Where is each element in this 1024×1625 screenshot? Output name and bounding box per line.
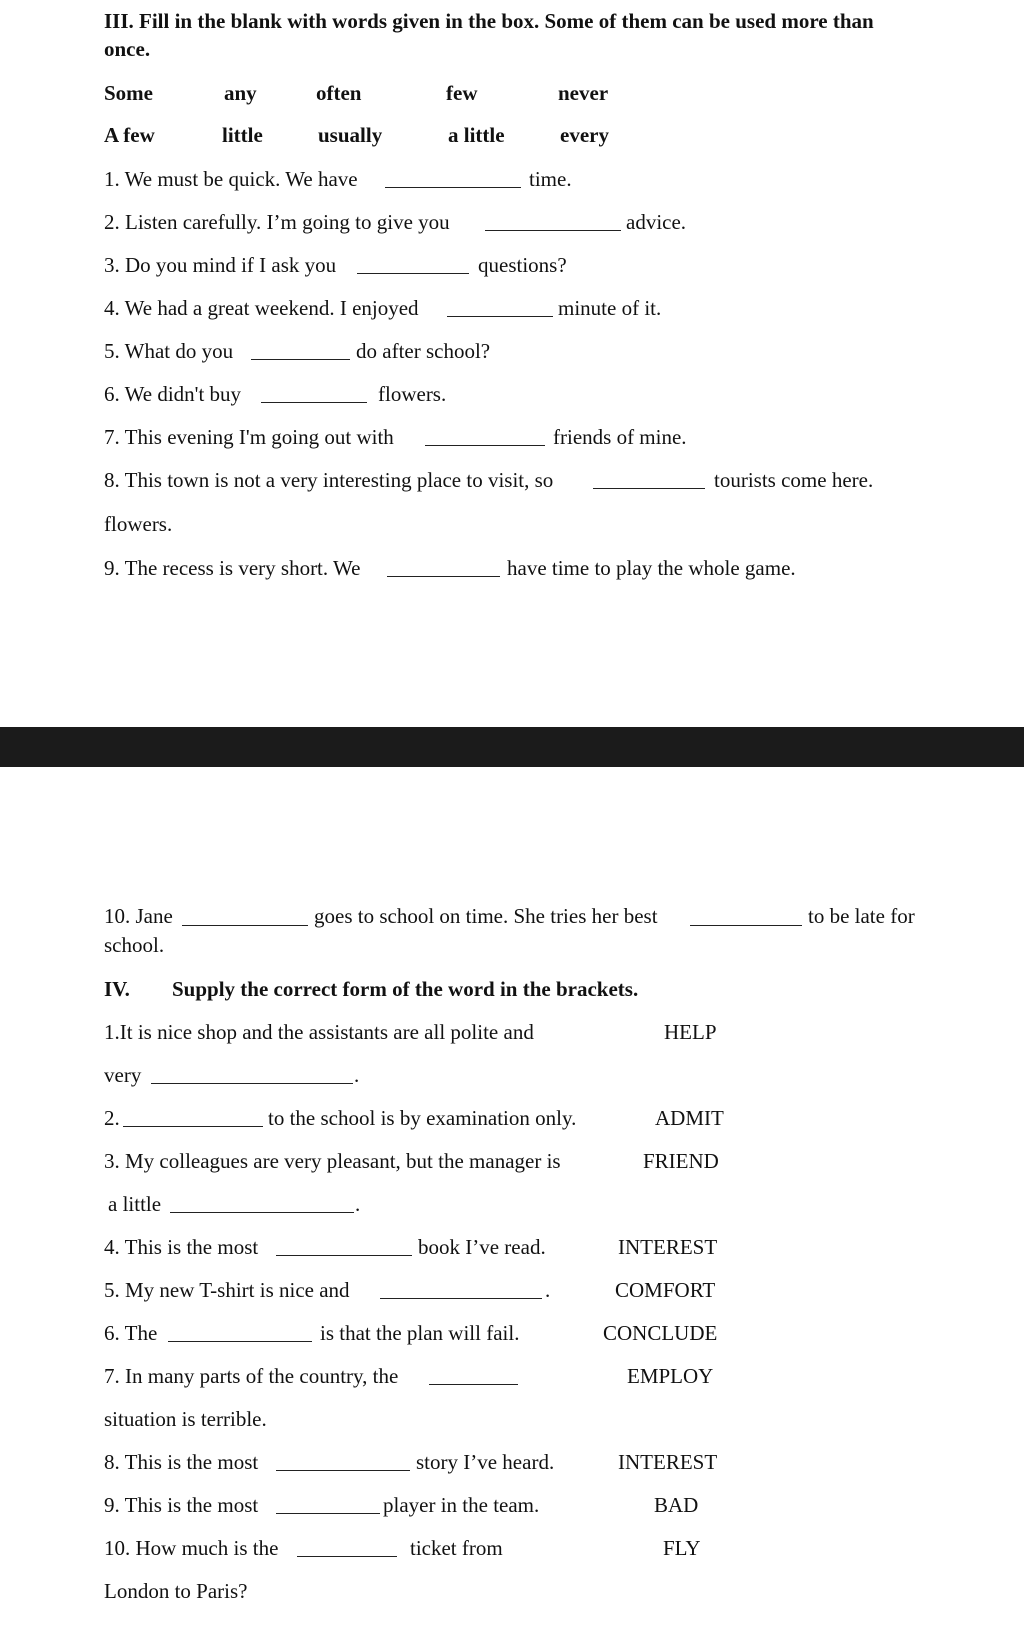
answer-blank[interactable] xyxy=(251,359,350,360)
exercise-3-item-2-text: 2. Listen carefully. I’m going to give you xyxy=(104,210,450,234)
word-box-item: often xyxy=(316,81,362,105)
answer-blank[interactable] xyxy=(485,230,621,231)
word-box-item: few xyxy=(446,81,478,105)
section-3-heading-line1: III. Fill in the blank with words given in the box. Some of them can be used more than xyxy=(104,9,874,33)
exercise-3-item-4-end: minute of it. xyxy=(558,296,662,320)
word-box-item: never xyxy=(558,81,609,105)
exercise-4-word-comfort: COMFORT xyxy=(615,1278,716,1302)
exercise-4-word-conclude: CONCLUDE xyxy=(603,1321,718,1345)
answer-blank[interactable] xyxy=(297,1556,397,1557)
answer-blank[interactable] xyxy=(276,1513,380,1514)
exercise-3-item-6-end: flowers. xyxy=(378,382,447,406)
exercise-3-item-1-end: time. xyxy=(529,167,572,191)
exercise-4-item-2-text: to the school is by examination only. xyxy=(268,1106,577,1130)
section-3-heading-line2: once. xyxy=(104,37,151,61)
answer-blank[interactable] xyxy=(357,273,469,274)
exercise-4-item-9-end: player in the team. xyxy=(383,1493,540,1517)
answer-blank[interactable] xyxy=(168,1341,312,1342)
answer-blank[interactable] xyxy=(447,316,553,317)
section-4-heading: Supply the correct form of the word in the brackets. xyxy=(172,977,639,1001)
word-box-item: A few xyxy=(104,123,155,147)
exercise-3-item-9-end: have time to play the whole game. xyxy=(507,556,796,580)
answer-blank[interactable] xyxy=(151,1083,353,1084)
period: . xyxy=(545,1278,551,1302)
exercise-4-word-interest: INTEREST xyxy=(618,1235,718,1259)
exercise-3-item-3-end: questions? xyxy=(478,253,567,277)
exercise-4-item-1-text: 1.It is nice shop and the assistants are all polite and xyxy=(104,1020,534,1044)
exercise-4-item-7-text: 7. In many parts of the country, the xyxy=(104,1364,399,1388)
answer-blank[interactable] xyxy=(593,488,705,489)
exercise-3-item-5-text: 5. What do you xyxy=(104,339,234,363)
exercise-3-item-8-text: 8. This town is not a very interesting place to visit, so xyxy=(104,468,554,492)
exercise-4-word-admit: ADMIT xyxy=(655,1106,724,1130)
exercise-4-word-interest: INTEREST xyxy=(618,1450,718,1474)
exercise-3-item-7-text: 7. This evening I'm going out with xyxy=(104,425,394,449)
exercise-4-item-1-continued: very xyxy=(104,1063,142,1087)
exercise-4-item-4-text: 4. This is the most xyxy=(104,1235,259,1259)
section-4-heading-number: IV. xyxy=(104,977,130,1001)
word-box-item: little xyxy=(222,123,263,147)
exercise-4-item-5-text: 5. My new T-shirt is nice and xyxy=(104,1278,350,1302)
answer-blank[interactable] xyxy=(387,576,500,577)
answer-blank[interactable] xyxy=(276,1470,410,1471)
exercise-4-item-3-continued: a little xyxy=(108,1192,162,1216)
answer-blank[interactable] xyxy=(380,1298,542,1299)
answer-blank[interactable] xyxy=(261,402,367,403)
word-box-item: any xyxy=(224,81,257,105)
word-box-item: Some xyxy=(104,81,153,105)
exercise-4-item-10-end: ticket from xyxy=(410,1536,503,1560)
word-box-item: usually xyxy=(318,123,383,147)
exercise-3-item-9-text: 9. The recess is very short. We xyxy=(104,556,361,580)
exercise-4-word-help: HELP xyxy=(664,1020,717,1044)
exercise-4-item-4-end: book I’ve read. xyxy=(418,1235,546,1259)
period: . xyxy=(355,1192,361,1216)
exercise-3-stray-text: flowers. xyxy=(104,512,173,536)
exercise-3-item-5-end: do after school? xyxy=(356,339,491,363)
exercise-3-item-1-text: 1. We must be quick. We have xyxy=(104,167,358,191)
exercise-3-item-6-text: 6. We didn't buy xyxy=(104,382,242,406)
exercise-3-item-10-text: 10. Jane xyxy=(104,904,173,928)
exercise-4-word-friend: FRIEND xyxy=(643,1149,719,1173)
answer-blank[interactable] xyxy=(123,1126,263,1127)
exercise-4-item-9-text: 9. This is the most xyxy=(104,1493,259,1517)
exercise-3-item-3-text: 3. Do you mind if I ask you xyxy=(104,253,337,277)
exercise-4-item-6-end: is that the plan will fail. xyxy=(320,1321,520,1345)
exercise-4-item-2-number: 2. xyxy=(104,1106,120,1130)
exercise-4-item-10-text: 10. How much is the xyxy=(104,1536,279,1560)
answer-blank[interactable] xyxy=(429,1384,518,1385)
exercise-3-item-8-end: tourists come here. xyxy=(714,468,874,492)
exercise-4-item-7-continued: situation is terrible. xyxy=(104,1407,267,1431)
exercise-3-item-4-text: 4. We had a great weekend. I enjoyed xyxy=(104,296,419,320)
exercise-4-item-8-text: 8. This is the most xyxy=(104,1450,259,1474)
answer-blank[interactable] xyxy=(385,187,521,188)
period: . xyxy=(354,1063,360,1087)
word-box-item: every xyxy=(560,123,609,147)
exercise-4-word-bad: BAD xyxy=(654,1493,699,1517)
exercise-3-item-2-end: advice. xyxy=(626,210,687,234)
answer-blank[interactable] xyxy=(690,925,802,926)
exercise-3-item-10-end: to be late for xyxy=(808,904,915,928)
exercise-4-item-6-text: 6. The xyxy=(104,1321,158,1345)
separator-band xyxy=(0,727,1024,767)
exercise-4-item-3-text: 3. My colleagues are very pleasant, but the manager is xyxy=(104,1149,561,1173)
exercise-3-item-7-end: friends of mine. xyxy=(553,425,687,449)
word-box-item: a little xyxy=(448,123,505,147)
answer-blank[interactable] xyxy=(276,1255,412,1256)
answer-blank[interactable] xyxy=(425,445,545,446)
exercise-4-word-fly: FLY xyxy=(663,1536,701,1560)
answer-blank[interactable] xyxy=(170,1212,354,1213)
exercise-4-item-10-continued: London to Paris? xyxy=(104,1579,248,1603)
answer-blank[interactable] xyxy=(182,925,308,926)
exercise-3-item-10-middle: goes to school on time. She tries her best xyxy=(314,904,658,928)
exercise-4-item-8-end: story I’ve heard. xyxy=(416,1450,555,1474)
exercise-4-word-employ: EMPLOY xyxy=(627,1364,714,1388)
exercise-3-item-10-continued: school. xyxy=(104,933,165,957)
